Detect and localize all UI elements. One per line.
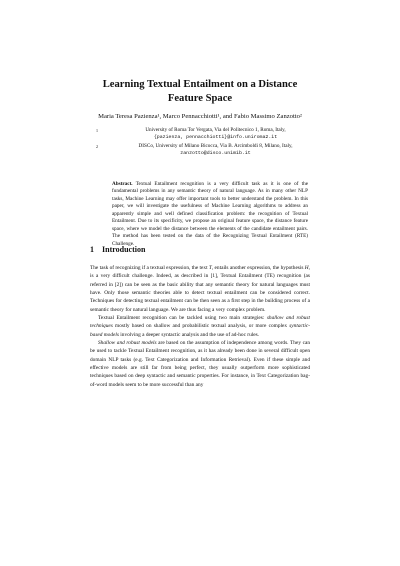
abstract-label: Abstract.	[112, 181, 133, 187]
emphasis: Shallow and robust models	[98, 340, 157, 347]
text-run: are based on the assumption of independence among words. They can be used to tackle Textual Entailment recognition, as it has already been done in several difficult open domain NLP tasks (e.g. Text Categorization and Information Retrieval). Even if these simple and effective models are still far from being perfect, they usually outperform more sophisticated techniques based on deep syntactic and semantic properties. For instance, in Text Categorization bag-of-word models seem to be more successful than any	[90, 340, 310, 388]
emphasis: shallow and robust techniques	[90, 315, 310, 330]
text-run: mostly based on shallow and probabilistic textual analysis, or more complex	[112, 323, 290, 330]
symbol-t: T	[208, 265, 212, 271]
section-heading	[90, 245, 145, 255]
paragraph	[90, 264, 310, 314]
affiliation-address: University of Roma Tor Vergata, Via del Politecnico 1, Roma, Italy,	[145, 127, 286, 133]
text-run: Textual Entailment recognition can be tackled using two main strategies:	[98, 315, 267, 322]
abstract	[112, 181, 308, 248]
text-run: The task of recognizing if a textual expression, the text	[90, 265, 209, 271]
affiliation-1	[96, 127, 326, 142]
text-run: , entails another expression, the hypothesis	[211, 265, 305, 271]
symbol-h: H	[304, 265, 309, 271]
author-list: Maria Teresa Pazienza¹, Marco Pennacchiotti¹, and Fabio Massimo Zanzotto²	[98, 113, 302, 120]
affiliation-address: DISCo, University of Milano Bicocca, Via B. Arcimboldi 8, Milano, Italy,	[138, 143, 293, 149]
text-run: involving a deeper syntactic analysis and the use of ad-hoc rules.	[118, 331, 260, 338]
affiliation-number: 2	[96, 144, 98, 149]
affiliation-2	[96, 143, 326, 158]
abstract-text: Textual Entailment recognition is a very difficult task as it is one of the fundamental problems in any semantic theory of natural language. As in many other NLP tasks, Machine Learning may offer important tools to better understand the problem. In this paper, we will investigate the usefulness of Machine Learning algorithms to address an apparently simple and well defined classification problem: the recognition of Textual Entailment. Due to its specificity, we propose an original feature space, the distance feature space, where we model the distance between the elements of the candidate entailment pairs. The method has been tested on the data of the Recognizing Textual Entailment (RTE) Challenge.	[112, 181, 308, 247]
paper-title	[0, 78, 400, 106]
section-number: 1	[90, 245, 94, 254]
title-line-2: Feature Space	[167, 93, 233, 104]
affiliation-email: {pazienza, pennacchiotti}@info.uniroma2.it	[153, 135, 278, 141]
section-title: Introduction	[102, 245, 146, 254]
paragraph	[90, 339, 310, 389]
paragraph	[90, 314, 310, 339]
emphasis: syntactic-based models	[90, 323, 310, 338]
body-text	[90, 264, 310, 389]
title-line-1: Learning Textual Entailment on a Distance	[102, 79, 298, 90]
affiliation-number: 1	[96, 128, 98, 133]
affiliation-email: zanzotto@disco.unimib.it	[180, 151, 251, 157]
text-run: , is a very difficult challenge. Indeed, as described in [1], Textual Entailment (TE) recognition (as referred in [2]) can be seen as the basic ability that any semantic theory for natural languages must have. Only those semantic theories able to detect textual entailment can be considered correct. Techniques for detecting textual entailment can be then seen as a first step in the building process of a semantic theory for natural language. We are thus facing a very complex problem.	[90, 265, 310, 313]
